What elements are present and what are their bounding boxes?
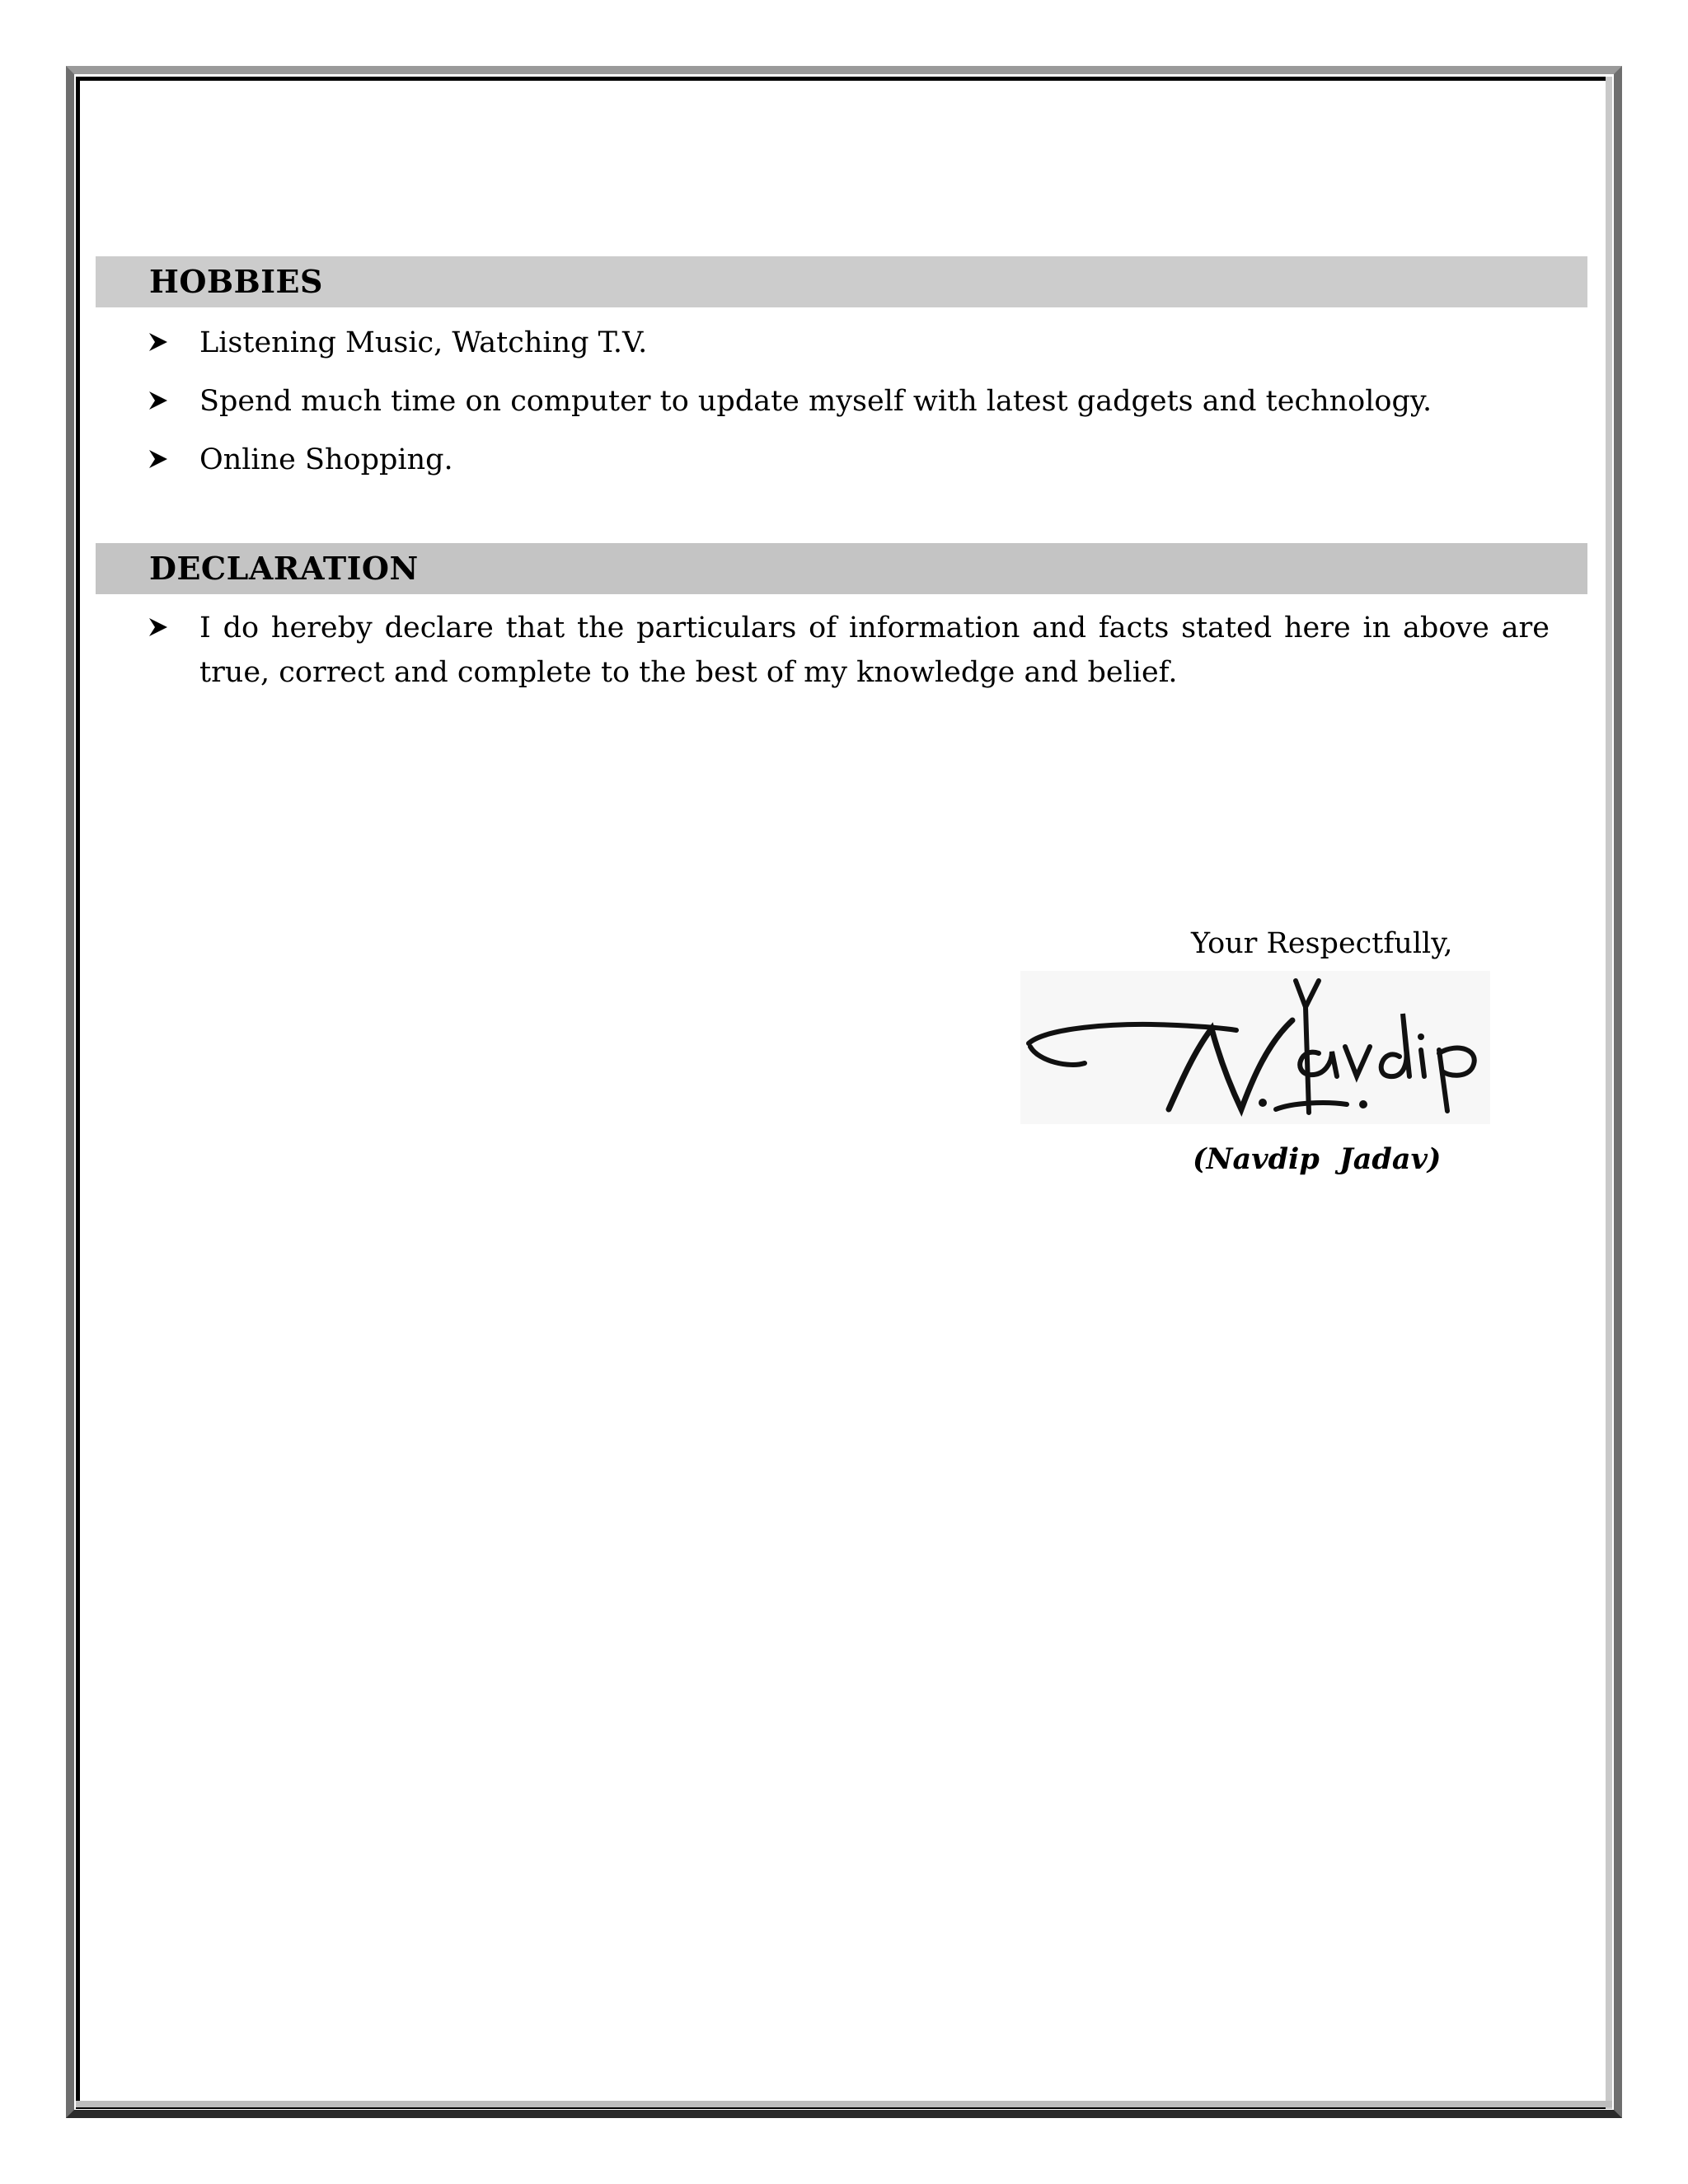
list-item bbox=[148, 379, 1550, 424]
handwritten-signature bbox=[1020, 971, 1490, 1124]
list-item bbox=[148, 438, 1550, 482]
declaration-text: I do hereby declare that the particulars of information and facts stated here in above are true, correct and complete to the best of my knowledge and belief. bbox=[199, 612, 1550, 689]
signer-name: (Navdip Jadav) bbox=[1193, 1142, 1442, 1176]
declaration-list bbox=[148, 606, 1550, 709]
declaration-section-header bbox=[96, 543, 1587, 594]
declaration-section-title: DECLARATION bbox=[149, 550, 419, 587]
hobbies-section-title: HOBBIES bbox=[149, 263, 323, 300]
hobby-text: Listening Music, Watching T.V. bbox=[199, 326, 648, 359]
arrowhead-bullet-icon bbox=[148, 321, 176, 365]
hobby-text: Spend much time on computer to update myself with latest gadgets and technology. bbox=[199, 385, 1432, 418]
list-item bbox=[148, 321, 1550, 365]
page-border-shadow-bottom bbox=[76, 2101, 1612, 2107]
closing-salutation: Your Respectfully, bbox=[1191, 927, 1453, 960]
arrowhead-bullet-icon bbox=[148, 438, 176, 482]
arrowhead-bullet-icon bbox=[148, 606, 176, 650]
list-item bbox=[148, 606, 1550, 695]
hobbies-section-header bbox=[96, 256, 1587, 307]
hobby-text: Online Shopping. bbox=[199, 443, 453, 476]
hobbies-list bbox=[148, 321, 1550, 496]
arrowhead-bullet-icon bbox=[148, 379, 176, 424]
page-border-shadow-right bbox=[1606, 77, 1612, 2109]
